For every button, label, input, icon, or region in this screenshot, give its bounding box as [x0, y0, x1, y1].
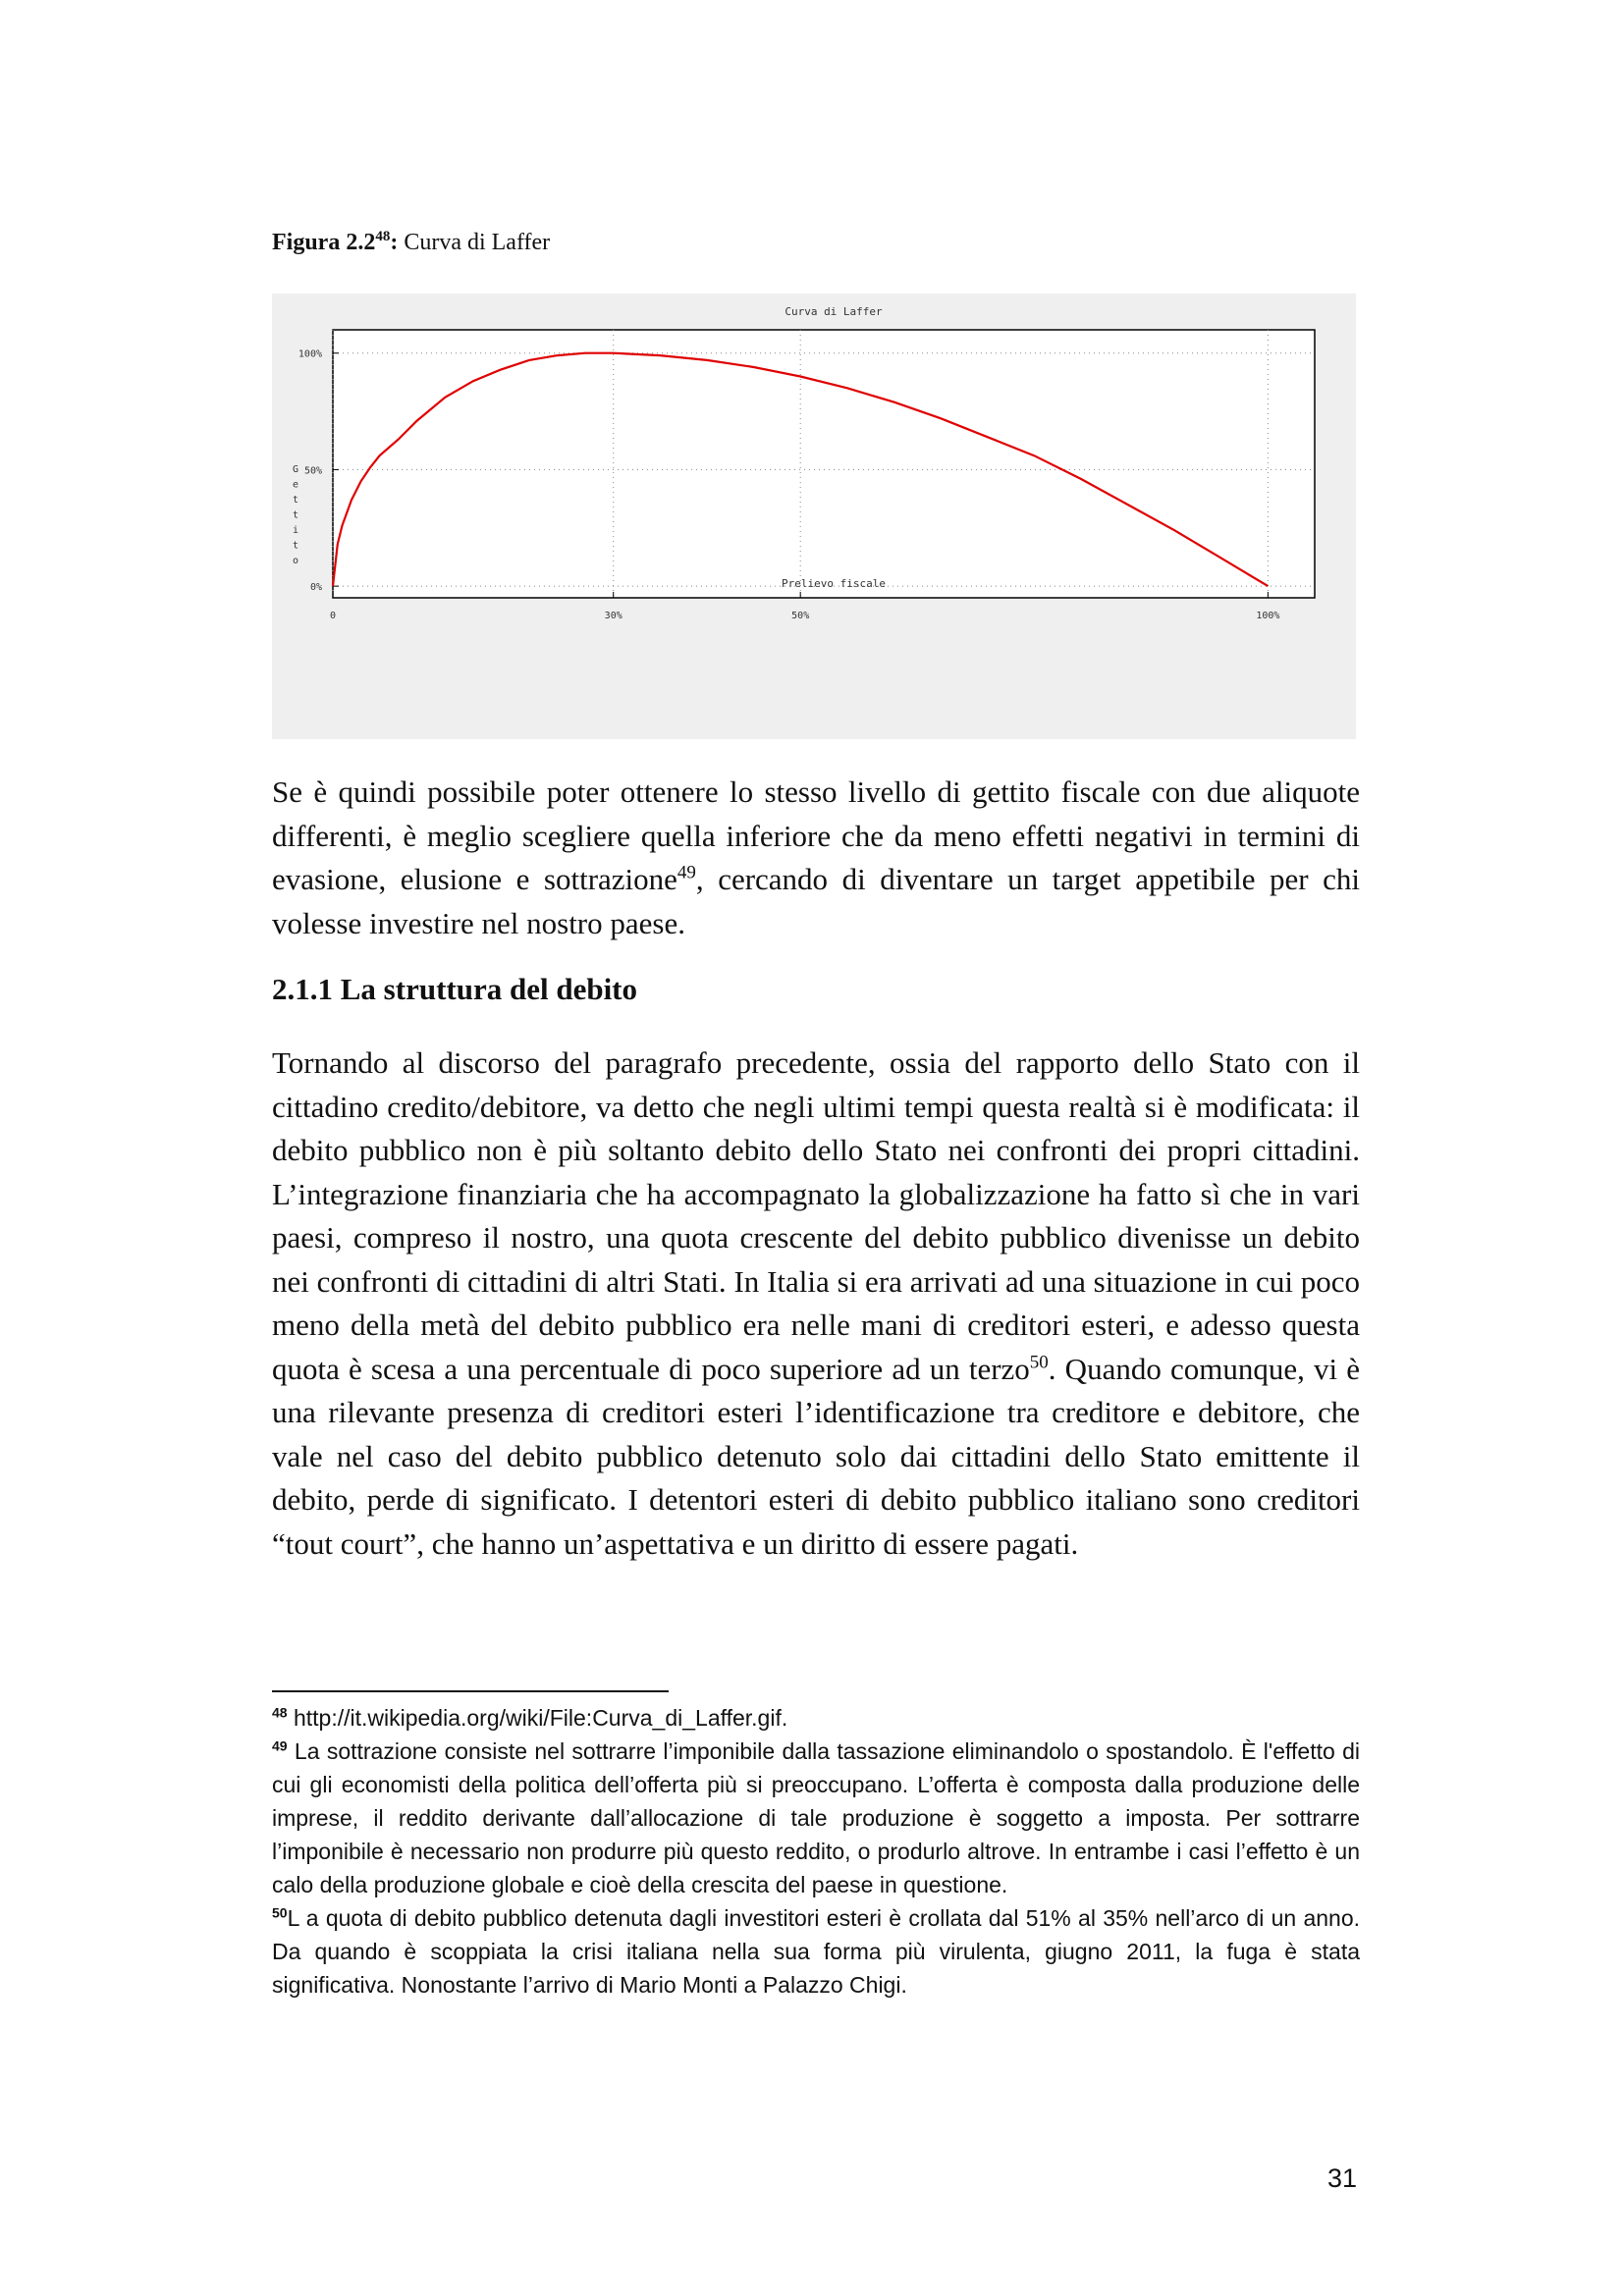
- footnote-ref-50: 50: [1029, 1352, 1049, 1373]
- figure-footnote-ref: 48: [375, 229, 391, 244]
- figure-caption-colon: :: [390, 230, 399, 255]
- footnote-text: http://it.wikipedia.org/wiki/File:Curva_di_Laffer.gif.: [287, 1705, 788, 1731]
- footnote-ref-49: 49: [676, 862, 696, 883]
- y-axis-label-letter: t: [292, 509, 299, 521]
- x-tick-label: 30%: [604, 611, 622, 621]
- footnote-50: [272, 1901, 1360, 2002]
- footnote-48: [272, 1701, 1360, 1735]
- paragraph-text: . Quando comunque, vi è una rilevante presenza di creditori esteri l’identificazione tra creditore e debitore, che vale nel caso del debito pubblico detenuto solo dai cittadini dello Stato emittente il debito, perde di significato. I detentori esteri di debito pubblico italiano sono creditori “tout court”, che hanno un’aspettativa e un diritto di essere pagati.: [272, 1351, 1360, 1561]
- plot-area: [333, 330, 1315, 598]
- y-tick-label: 0%: [309, 582, 322, 594]
- y-axis-label-letter: o: [292, 556, 299, 566]
- figure-label: Figura 2.2: [272, 230, 376, 255]
- y-axis-label-letter: e: [292, 479, 299, 491]
- x-tick-label: 0: [329, 611, 337, 621]
- x-tick-label: 100%: [1256, 611, 1280, 621]
- y-tick-label: 50%: [303, 465, 322, 477]
- page-number: 31: [1327, 2163, 1358, 2193]
- figure-caption: [272, 230, 550, 256]
- footnote-number: 48: [272, 1704, 288, 1721]
- paragraph-debito: [272, 1041, 1360, 1566]
- paragraph-text: , cercando di diventare un target appetibile per chi volesse investire nel nostro paese.: [272, 862, 1360, 940]
- section-heading: 2.1.1 La struttura del debito: [272, 972, 637, 1006]
- footnote-number: 49: [272, 1737, 288, 1754]
- footnote-text: L a quota di debito pubblico detenuta dagli investitori esteri è crollata dal 51% al 35% nell’arco di un anno. Da quando è scoppiata la crisi italiana nella sua forma più virulenta, giugno 2011, la fuga è stata significativa. Nonostante l’arrivo di Mario Monti a Palazzo Chigi.: [272, 1905, 1360, 1998]
- x-tick-label: 50%: [791, 611, 810, 621]
- y-axis-label: [293, 464, 298, 566]
- laffer-chart: [272, 294, 1356, 739]
- y-axis-label-letter: t: [292, 495, 299, 506]
- paragraph-text: Tornando al discorso del paragrafo precedente, ossia del rapporto dello Stato con il cittadino credito/debitore, va detto che negli ultimi tempi questa realtà si è modificata: il debito pubblico non è più soltanto debito dello Stato nei confronti dei propri cittadini. L’integrazione finanziaria che ha accompagnato la globalizzazione ha fatto sì che in vari paesi, compreso il nostro, una quota crescente del debito pubblico divenisse un debito nei confronti di cittadini di altri Stati. In Italia si era arrivati ad una situazione in cui poco meno della metà del debito pubblico era nelle mani di creditori esteri, e adesso questa quota è scesa a una percentuale di poco superiore ad un terzo: [272, 1045, 1360, 1386]
- paragraph-text: Se è quindi possibile poter ottenere lo stesso livello di gettito fiscale con due aliquote differenti, è meglio scegliere quella inferiore che da meno effetti negativi in termini di evasione, elusione e sottrazione: [272, 774, 1360, 896]
- figure-title: Curva di Laffer: [404, 230, 551, 255]
- footnote-separator: [272, 1690, 669, 1692]
- footnote-49: [272, 1735, 1360, 1901]
- y-axis-label-letter: G: [292, 464, 299, 475]
- footnotes: [272, 1701, 1360, 2002]
- footnote-text: La sottrazione consiste nel sottrarre l’imponibile dalla tassazione eliminandolo o spostandolo. È l'effetto di cui gli economisti della politica dell’offerta più si preoccupano. L’offerta è composta dalla produzione delle imprese, il reddito derivante dall’allocazione di tale produzione è soggetto a imposta. Per sottrarre l’imponibile è necessario non produrre più questo reddito, o produrlo altrove. In entrambe i casi l’effetto è un calo della produzione globale e cioè della crescita del paese in questione.: [272, 1738, 1360, 1897]
- laffer-chart-svg: [272, 294, 1356, 739]
- footnote-number: 50: [272, 1904, 288, 1921]
- chart-title: Curva di Laffer: [784, 305, 883, 318]
- y-axis-label-letter: i: [292, 525, 299, 536]
- paragraph-laffer: [272, 771, 1360, 945]
- y-axis-label-letter: t: [292, 540, 299, 552]
- y-tick-label: 100%: [298, 348, 322, 360]
- x-axis-label: Prelievo fiscale: [782, 577, 886, 590]
